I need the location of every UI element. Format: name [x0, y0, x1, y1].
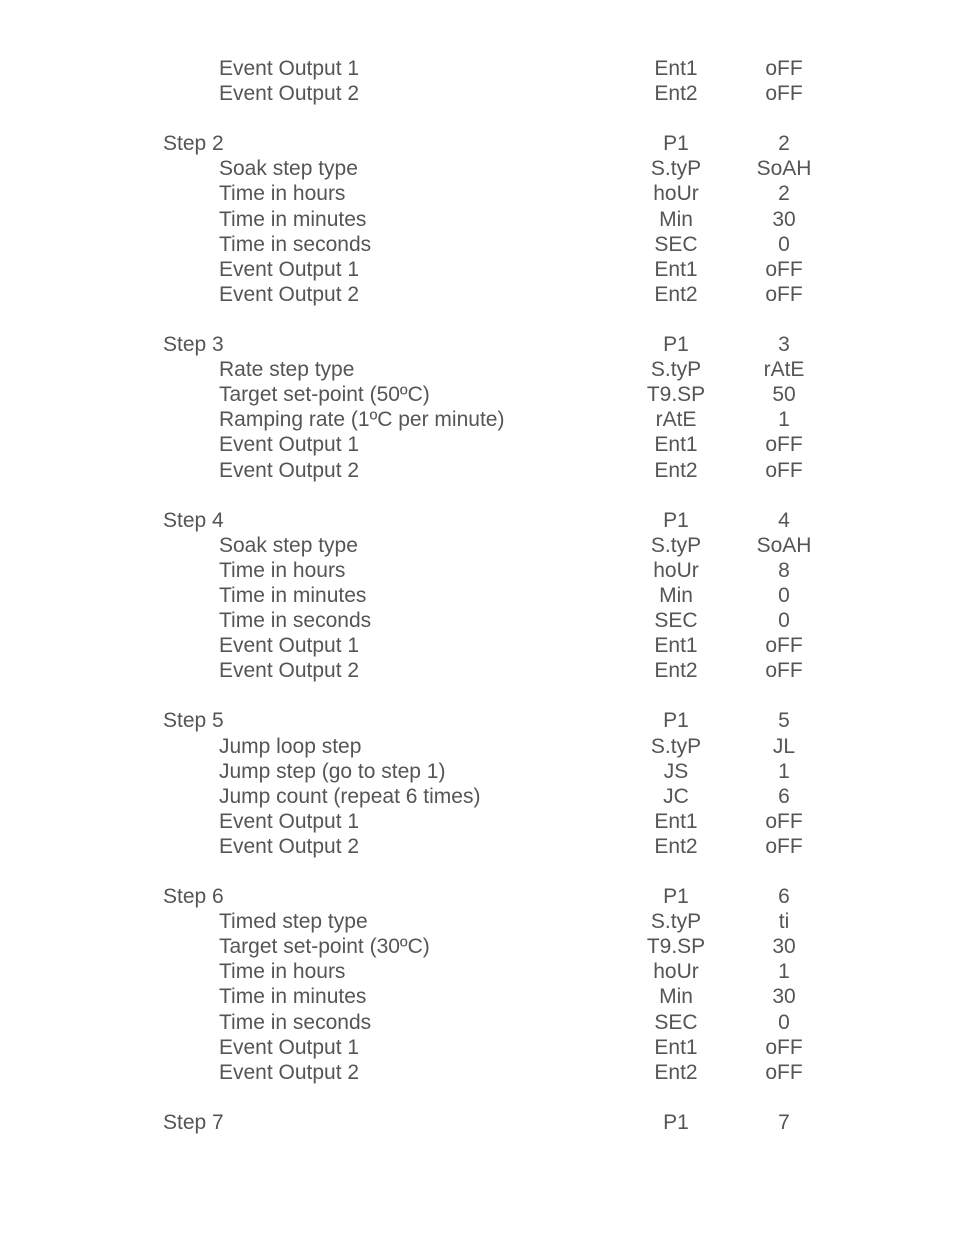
parameter-row [0, 81, 954, 106]
section-spacer [0, 307, 954, 332]
parameter-label: Time in seconds [219, 232, 372, 256]
parameter-value: 0 [778, 232, 790, 256]
parameter-code: S.tyP [650, 358, 702, 382]
parameter-code: Ent1 [654, 634, 698, 658]
parameter-code: JC [663, 784, 689, 808]
parameter-row [0, 1060, 954, 1085]
parameter-value: 6 [778, 885, 790, 909]
parameter-label: Time in minutes [219, 207, 367, 231]
parameter-row [0, 458, 954, 483]
parameter-code: SEC [654, 1010, 698, 1034]
parameter-row [0, 784, 954, 809]
parameter-code: P1 [663, 333, 689, 357]
parameter-code: S.tyP [650, 734, 702, 758]
parameter-row [0, 809, 954, 834]
parameter-code: Ent1 [654, 809, 698, 833]
parameter-code: S.tyP [650, 157, 702, 181]
parameter-code: SEC [654, 232, 698, 256]
parameter-value: 5 [778, 709, 790, 733]
parameter-code: Ent2 [654, 1060, 698, 1084]
step-label: Step 6 [163, 885, 224, 909]
parameter-code: Ent2 [654, 82, 698, 106]
parameter-label: Event Output 2 [219, 1060, 360, 1084]
parameter-value: 8 [778, 558, 790, 582]
parameter-row [0, 834, 954, 859]
parameter-label: Jump count (repeat 6 times) [219, 784, 481, 808]
parameter-label: Event Output 2 [219, 82, 360, 106]
parameter-label: Time in hours [219, 960, 346, 984]
step-header-row-step-7 [0, 1110, 954, 1135]
parameter-label: Time in seconds [219, 1010, 372, 1034]
parameter-row [0, 257, 954, 282]
section-spacer [0, 483, 954, 508]
parameter-value: oFF [765, 659, 803, 683]
parameter-label: Event Output 1 [219, 57, 360, 80]
step-header-row-step-6 [0, 884, 954, 909]
parameter-code: JS [663, 759, 689, 783]
parameter-value: rAtE [763, 358, 805, 382]
parameter-value: 2 [778, 182, 790, 206]
parameter-value: 0 [778, 583, 790, 607]
parameter-value: oFF [765, 1060, 803, 1084]
parameter-value: 6 [778, 784, 790, 808]
parameter-row [0, 608, 954, 633]
parameter-value: oFF [765, 634, 803, 658]
parameter-value: 30 [772, 935, 796, 959]
parameter-row [0, 558, 954, 583]
parameter-value: 1 [778, 408, 790, 432]
parameter-code: P1 [663, 709, 689, 733]
parameter-code: S.tyP [650, 533, 702, 557]
parameter-label: Time in minutes [219, 985, 367, 1009]
parameter-label: Time in minutes [219, 583, 367, 607]
parameter-code: Ent1 [654, 433, 698, 457]
parameter-value: 1 [778, 960, 790, 984]
parameter-row [0, 909, 954, 934]
parameter-label: Target set-point (30ºC) [219, 935, 430, 959]
parameter-code: Ent1 [654, 1035, 698, 1059]
program-step-table [0, 56, 954, 1135]
parameter-label: Event Output 2 [219, 458, 360, 482]
parameter-code: hoUr [653, 558, 699, 582]
parameter-value: oFF [765, 257, 803, 281]
parameter-row [0, 1035, 954, 1060]
parameter-label: Rate step type [219, 358, 355, 382]
parameter-value: 30 [772, 207, 796, 231]
parameter-row [0, 759, 954, 784]
parameter-row [0, 583, 954, 608]
section-spacer [0, 1085, 954, 1110]
parameter-row [0, 156, 954, 181]
parameter-code: P1 [663, 885, 689, 909]
parameter-row [0, 282, 954, 307]
parameter-code: T9.SP [646, 935, 706, 959]
step-label: Step 2 [163, 132, 224, 156]
step-header-row-step-2 [0, 131, 954, 156]
step-label: Step 5 [163, 709, 224, 733]
parameter-label: Target set-point (50ºC) [219, 383, 430, 407]
parameter-label: Soak step type [219, 533, 358, 557]
parameter-label: Soak step type [219, 157, 358, 181]
parameter-value: 30 [772, 985, 796, 1009]
parameter-label: Event Output 2 [219, 834, 360, 858]
parameter-row [0, 1010, 954, 1035]
parameter-label: Event Output 2 [219, 659, 360, 683]
parameter-label: Event Output 2 [219, 282, 360, 306]
step-label: Step 3 [163, 333, 224, 357]
parameter-value: 50 [772, 383, 796, 407]
parameter-row [0, 357, 954, 382]
parameter-code: S.tyP [650, 910, 702, 934]
parameter-value: 3 [778, 333, 790, 357]
parameter-row [0, 533, 954, 558]
parameter-code: rAtE [655, 408, 697, 432]
parameter-row [0, 633, 954, 658]
parameter-value: oFF [765, 82, 803, 106]
parameter-code: hoUr [653, 960, 699, 984]
parameter-label: Time in hours [219, 182, 346, 206]
parameter-row [0, 432, 954, 457]
parameter-label: Timed step type [219, 910, 368, 934]
parameter-row [0, 56, 954, 81]
step-label: Step 7 [163, 1110, 224, 1134]
step-header-row-step-3 [0, 332, 954, 357]
parameter-value: oFF [765, 458, 803, 482]
parameter-value: oFF [765, 1035, 803, 1059]
parameter-value: JL [772, 734, 796, 758]
parameter-code: Ent1 [654, 257, 698, 281]
parameter-row [0, 934, 954, 959]
parameter-label: Event Output 1 [219, 634, 360, 658]
parameter-row [0, 232, 954, 257]
parameter-code: Min [659, 985, 693, 1009]
parameter-row [0, 407, 954, 432]
parameter-code: Ent1 [654, 57, 698, 80]
parameter-value: oFF [765, 282, 803, 306]
parameter-label: Event Output 1 [219, 257, 360, 281]
parameter-label: Event Output 1 [219, 1035, 360, 1059]
parameter-value: ti [778, 910, 790, 934]
parameter-code: SEC [654, 609, 698, 633]
parameter-code: Ent2 [654, 282, 698, 306]
parameter-row [0, 959, 954, 984]
parameter-value: oFF [765, 809, 803, 833]
parameter-value: oFF [765, 834, 803, 858]
parameter-code: Min [659, 207, 693, 231]
step-header-row-step-4 [0, 508, 954, 533]
step-label: Step 4 [163, 508, 224, 532]
parameter-code: Ent2 [654, 834, 698, 858]
parameter-row [0, 984, 954, 1009]
parameter-code: P1 [663, 132, 689, 156]
parameter-code: Min [659, 583, 693, 607]
parameter-code: P1 [663, 508, 689, 532]
parameter-label: Ramping rate (1ºC per minute) [219, 408, 505, 432]
parameter-value: 1 [778, 759, 790, 783]
parameter-value: 4 [778, 508, 790, 532]
parameter-value: 0 [778, 609, 790, 633]
parameter-value: oFF [765, 433, 803, 457]
parameter-value: oFF [765, 57, 803, 80]
parameter-value: SoAH [756, 157, 812, 181]
parameter-label: Time in hours [219, 558, 346, 582]
parameter-value: 2 [778, 132, 790, 156]
parameter-row [0, 181, 954, 206]
section-spacer [0, 683, 954, 708]
parameter-code: T9.SP [646, 383, 706, 407]
parameter-value: 7 [778, 1110, 790, 1134]
section-spacer [0, 859, 954, 884]
parameter-row [0, 382, 954, 407]
section-spacer [0, 106, 954, 131]
parameter-code: hoUr [653, 182, 699, 206]
parameter-value: SoAH [756, 533, 812, 557]
parameter-code: Ent2 [654, 458, 698, 482]
parameter-label: Jump loop step [219, 734, 362, 758]
parameter-label: Jump step (go to step 1) [219, 759, 446, 783]
step-header-row-step-5 [0, 708, 954, 733]
parameter-value: 0 [778, 1010, 790, 1034]
parameter-label: Time in seconds [219, 609, 372, 633]
parameter-row [0, 207, 954, 232]
parameter-label: Event Output 1 [219, 809, 360, 833]
parameter-row [0, 734, 954, 759]
parameter-row [0, 658, 954, 683]
parameter-code: Ent2 [654, 659, 698, 683]
parameter-code: P1 [663, 1110, 689, 1134]
parameter-label: Event Output 1 [219, 433, 360, 457]
